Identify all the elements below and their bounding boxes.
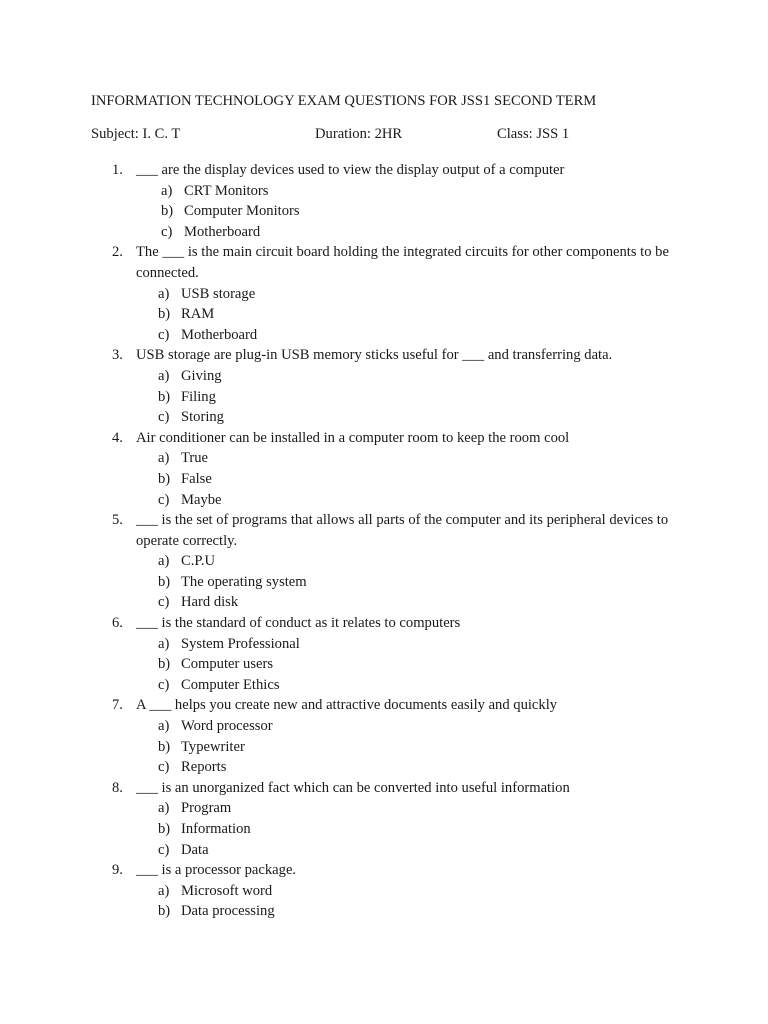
question-text: ___ are the display devices used to view the display output of a computer: [136, 162, 565, 178]
question-item: [0, 242, 768, 345]
answer-option: [0, 716, 768, 737]
option-letter: c): [158, 594, 170, 611]
option-letter: b): [158, 656, 171, 673]
answer-option: [0, 181, 768, 202]
option-letter: b): [158, 388, 171, 405]
question-text: ___ is the standard of conduct as it relates to computers: [136, 615, 461, 632]
answer-option: [0, 757, 768, 778]
option-text: RAM: [181, 306, 215, 323]
answer-option: [0, 901, 768, 922]
option-letter: a): [158, 367, 170, 384]
question-number: 5.: [112, 512, 123, 529]
question-text: A ___ helps you create new and attractive documents easily and quickly: [136, 697, 558, 714]
option-list: [0, 448, 768, 510]
answer-option: [0, 387, 768, 408]
answer-option: [0, 634, 768, 655]
class-label: Class: JSS 1: [497, 126, 570, 142]
option-letter: a): [158, 450, 170, 467]
option-letter: a): [158, 882, 170, 899]
answer-option: [0, 448, 768, 469]
option-text: Information: [181, 821, 251, 837]
option-text: Computer Monitors: [184, 203, 300, 220]
duration-label: Duration: 2HR: [315, 126, 403, 142]
option-letter: c): [158, 759, 170, 776]
question-number: 6.: [112, 615, 123, 632]
option-letter: a): [158, 635, 170, 652]
option-letter: b): [158, 903, 171, 920]
option-text: Microsoft word: [181, 882, 273, 899]
answer-option: [0, 325, 768, 346]
option-text: Motherboard: [184, 223, 261, 240]
option-text: Computer Ethics: [181, 676, 280, 693]
question-text: ___ is an unorganized fact which can be converted into useful information: [136, 779, 570, 796]
option-letter: b): [161, 203, 174, 220]
question-number: 9.: [112, 862, 123, 879]
option-text: Motherboard: [181, 326, 258, 343]
answer-option: [0, 304, 768, 325]
option-list: [0, 716, 768, 778]
option-text: Data processing: [181, 903, 275, 920]
question-item: [0, 860, 768, 922]
option-letter: a): [161, 182, 173, 199]
option-list: [0, 366, 768, 428]
option-text: The operating system: [181, 573, 307, 590]
option-text: System Professional: [181, 635, 300, 652]
option-list: [0, 634, 768, 696]
option-text: Giving: [181, 367, 222, 384]
option-letter: c): [161, 223, 173, 240]
answer-option: [0, 840, 768, 861]
option-letter: c): [158, 491, 170, 508]
answer-option: [0, 201, 768, 222]
question-number: 4.: [112, 429, 123, 446]
answer-option: [0, 654, 768, 675]
option-letter: b): [158, 470, 171, 487]
answer-option: [0, 222, 768, 243]
question-text: USB storage are plug-in USB memory sticks useful for ___ and transferring data.: [136, 347, 613, 364]
question-number: 3.: [112, 347, 123, 364]
answer-option: [0, 572, 768, 593]
option-text: Hard disk: [181, 594, 239, 611]
option-text: Reports: [181, 759, 227, 776]
question-text: The ___ is the main circuit board holding the integrated circuits for other components to be connected.: [136, 244, 669, 281]
question-number: 1.: [112, 162, 123, 178]
answer-option: [0, 798, 768, 819]
option-letter: a): [158, 800, 170, 817]
option-list: [0, 181, 768, 243]
option-text: USB storage: [181, 285, 256, 302]
option-text: Computer users: [181, 656, 274, 673]
option-letter: a): [158, 553, 170, 570]
answer-option: [0, 469, 768, 490]
option-text: Data: [181, 841, 209, 858]
subject-label: Subject: I. C. T: [91, 126, 181, 142]
question-item: [0, 160, 768, 242]
question-item: [0, 510, 768, 613]
answer-option: [0, 490, 768, 511]
option-text: CRT Monitors: [184, 182, 269, 199]
question-number: 8.: [112, 779, 123, 796]
answer-option: [0, 819, 768, 840]
option-letter: a): [158, 718, 170, 735]
option-text: True: [181, 450, 209, 467]
question-item: [0, 345, 768, 427]
question-list: [0, 160, 768, 922]
question-text: Air conditioner can be installed in a computer room to keep the room cool: [136, 429, 570, 446]
option-text: Program: [181, 800, 232, 817]
option-list: [0, 284, 768, 346]
answer-option: [0, 592, 768, 613]
option-letter: c): [158, 326, 170, 343]
answer-option: [0, 407, 768, 428]
question-number: 7.: [112, 697, 123, 714]
option-letter: b): [158, 306, 171, 323]
question-text: ___ is the set of programs that allows all parts of the computer and its peripheral devices to operate correctly.: [136, 512, 669, 549]
option-letter: b): [158, 573, 171, 590]
option-letter: c): [158, 676, 170, 693]
option-letter: b): [158, 738, 171, 755]
option-text: C.P.U: [181, 553, 216, 570]
option-letter: a): [158, 285, 170, 302]
question-text: ___ is a processor package.: [136, 862, 297, 879]
option-letter: c): [158, 409, 170, 426]
option-list: [0, 881, 768, 922]
option-letter: b): [158, 821, 171, 837]
question-item: [0, 428, 768, 510]
question-number: 2.: [112, 244, 123, 261]
option-list: [0, 798, 768, 860]
answer-option: [0, 881, 768, 902]
option-text: Filing: [181, 388, 216, 405]
option-text: Typewriter: [181, 738, 245, 755]
answer-option: [0, 737, 768, 758]
option-text: Maybe: [181, 491, 222, 508]
answer-option: [0, 366, 768, 387]
document-title: INFORMATION TECHNOLOGY EXAM QUESTIONS FOR JSS1 SECOND TERM: [91, 93, 597, 109]
answer-option: [0, 675, 768, 696]
option-text: Word processor: [181, 718, 273, 735]
answer-option: [0, 284, 768, 305]
option-text: Storing: [181, 409, 224, 426]
answer-option: [0, 551, 768, 572]
option-text: False: [181, 470, 212, 487]
question-item: [0, 613, 768, 695]
question-item: [0, 695, 768, 777]
option-list: [0, 551, 768, 613]
question-item: [0, 778, 768, 860]
option-letter: c): [158, 841, 170, 858]
